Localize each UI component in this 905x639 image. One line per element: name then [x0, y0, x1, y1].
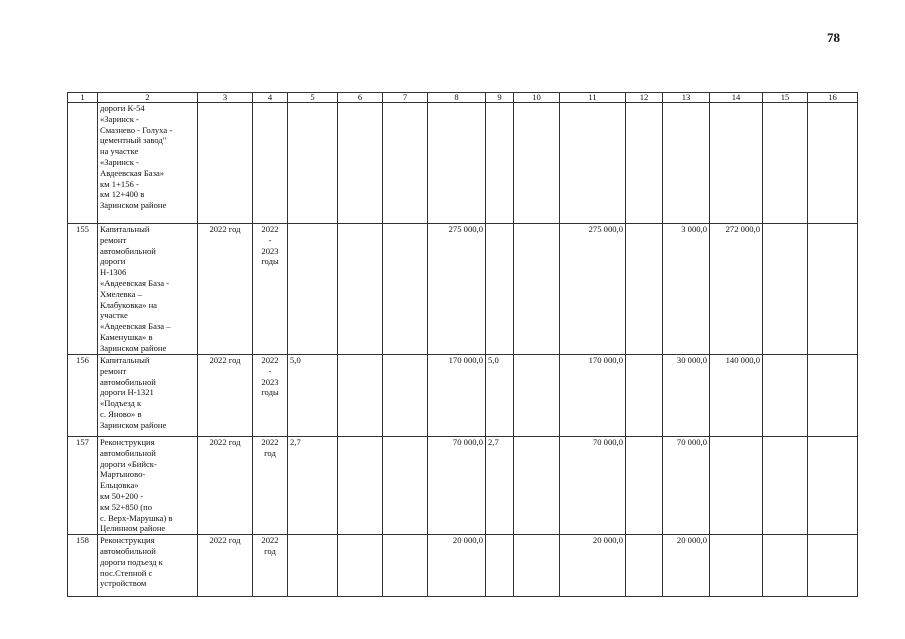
- value-cell-c4: 2022 - 2023 годы: [253, 355, 288, 437]
- table-row: [68, 103, 858, 224]
- value-cell-c7: [383, 437, 428, 535]
- value-cell-c16: [808, 103, 858, 224]
- value-cell-c16: [808, 224, 858, 355]
- value-cell-c14: [710, 103, 763, 224]
- object-name-cell: Капитальный ремонт автомобильной дороги Н-1306 «Авдеевская База - Хмелевка – Клабуковка» на участке «Авдеевская База – Каменушка» в Заринском районе: [98, 224, 198, 355]
- value-cell-c3: [198, 103, 253, 224]
- value-cell-c11: 275 000,0: [560, 224, 626, 355]
- value-cell-c14: 140 000,0: [710, 355, 763, 437]
- value-cell-c11: 70 000,0: [560, 437, 626, 535]
- value-cell-c8: 70 000,0: [428, 437, 486, 535]
- value-cell-c5: [288, 103, 338, 224]
- column-header-8: 8: [428, 93, 486, 103]
- column-header-1: 1: [68, 93, 98, 103]
- row-number-cell: 155: [68, 224, 98, 355]
- row-number-cell: 156: [68, 355, 98, 437]
- value-cell-c7: [383, 103, 428, 224]
- value-cell-c10: [514, 535, 560, 597]
- value-cell-c8: 20 000,0: [428, 535, 486, 597]
- value-cell-c10: [514, 224, 560, 355]
- value-cell-c3: 2022 год: [198, 224, 253, 355]
- value-cell-c4: 2022 год: [253, 437, 288, 535]
- value-cell-c12: [626, 355, 663, 437]
- value-cell-c7: [383, 355, 428, 437]
- column-header-10: 10: [514, 93, 560, 103]
- value-cell-c9: [486, 535, 514, 597]
- value-cell-c6: [338, 437, 383, 535]
- value-cell-c16: [808, 355, 858, 437]
- column-header-9: 9: [486, 93, 514, 103]
- column-header-5: 5: [288, 93, 338, 103]
- value-cell-c3: 2022 год: [198, 437, 253, 535]
- table-row: [68, 355, 858, 437]
- column-header-3: 3: [198, 93, 253, 103]
- object-name-cell: Капитальный ремонт автомобильной дороги Н-1321 «Подъезд к с. Яново» в Заринском районе: [98, 355, 198, 437]
- column-header-7: 7: [383, 93, 428, 103]
- value-cell-c5: 2,7: [288, 437, 338, 535]
- value-cell-c10: [514, 355, 560, 437]
- value-cell-c7: [383, 535, 428, 597]
- value-cell-c9: [486, 224, 514, 355]
- value-cell-c12: [626, 437, 663, 535]
- value-cell-c4: 2022 - 2023 годы: [253, 224, 288, 355]
- value-cell-c5: [288, 224, 338, 355]
- column-header-13: 13: [663, 93, 710, 103]
- object-name-cell: дороги К-54 «Заринск - Смазнево - Голуха - цементный завод" на участке «Заринск - Авдеевская База» км 1+156 - км 12+400 в Заринском районе: [98, 103, 198, 224]
- value-cell-c9: 5,0: [486, 355, 514, 437]
- value-cell-c14: [710, 535, 763, 597]
- value-cell-c6: [338, 224, 383, 355]
- table-row: [68, 535, 858, 597]
- column-header-14: 14: [710, 93, 763, 103]
- value-cell-c9: [486, 103, 514, 224]
- value-cell-c14: 272 000,0: [710, 224, 763, 355]
- table-row: [68, 437, 858, 535]
- value-cell-c12: [626, 103, 663, 224]
- data-table: [67, 92, 858, 597]
- column-header-4: 4: [253, 93, 288, 103]
- value-cell-c11: 170 000,0: [560, 355, 626, 437]
- value-cell-c7: [383, 224, 428, 355]
- value-cell-c15: [763, 437, 808, 535]
- column-header-12: 12: [626, 93, 663, 103]
- value-cell-c5: 5,0: [288, 355, 338, 437]
- value-cell-c13: 20 000,0: [663, 535, 710, 597]
- column-header-11: 11: [560, 93, 626, 103]
- value-cell-c5: [288, 535, 338, 597]
- row-number-cell: 158: [68, 535, 98, 597]
- table-body: [68, 103, 858, 597]
- value-cell-c15: [763, 224, 808, 355]
- value-cell-c16: [808, 535, 858, 597]
- value-cell-c13: 30 000,0: [663, 355, 710, 437]
- object-name-cell: Реконструкция автомобильной дороги «Бийск- Мартыново- Ельцовка» км 50+200 - км 52+850 (по с. Верх-Марушка) в Целинном районе: [98, 437, 198, 535]
- value-cell-c4: 2022 год: [253, 535, 288, 597]
- value-cell-c10: [514, 437, 560, 535]
- value-cell-c4: [253, 103, 288, 224]
- value-cell-c3: 2022 год: [198, 535, 253, 597]
- value-cell-c15: [763, 535, 808, 597]
- value-cell-c9: 2,7: [486, 437, 514, 535]
- value-cell-c10: [514, 103, 560, 224]
- column-header-6: 6: [338, 93, 383, 103]
- value-cell-c13: [663, 103, 710, 224]
- value-cell-c14: [710, 437, 763, 535]
- value-cell-c15: [763, 355, 808, 437]
- object-name-cell: Реконструкция автомобильной дороги подъезд к пос.Степной с устройством: [98, 535, 198, 597]
- value-cell-c6: [338, 103, 383, 224]
- value-cell-c8: [428, 103, 486, 224]
- column-header-15: 15: [763, 93, 808, 103]
- value-cell-c11: 20 000,0: [560, 535, 626, 597]
- value-cell-c12: [626, 224, 663, 355]
- value-cell-c6: [338, 535, 383, 597]
- value-cell-c8: 170 000,0: [428, 355, 486, 437]
- value-cell-c13: 70 000,0: [663, 437, 710, 535]
- row-number-cell: 157: [68, 437, 98, 535]
- value-cell-c16: [808, 437, 858, 535]
- column-header-2: 2: [98, 93, 198, 103]
- value-cell-c11: [560, 103, 626, 224]
- value-cell-c15: [763, 103, 808, 224]
- header-row: [68, 93, 858, 103]
- value-cell-c8: 275 000,0: [428, 224, 486, 355]
- row-number-cell: [68, 103, 98, 224]
- value-cell-c6: [338, 355, 383, 437]
- value-cell-c3: 2022 год: [198, 355, 253, 437]
- table-row: [68, 224, 858, 355]
- value-cell-c12: [626, 535, 663, 597]
- value-cell-c13: 3 000,0: [663, 224, 710, 355]
- page-number: 78: [827, 30, 840, 45]
- column-header-16: 16: [808, 93, 858, 103]
